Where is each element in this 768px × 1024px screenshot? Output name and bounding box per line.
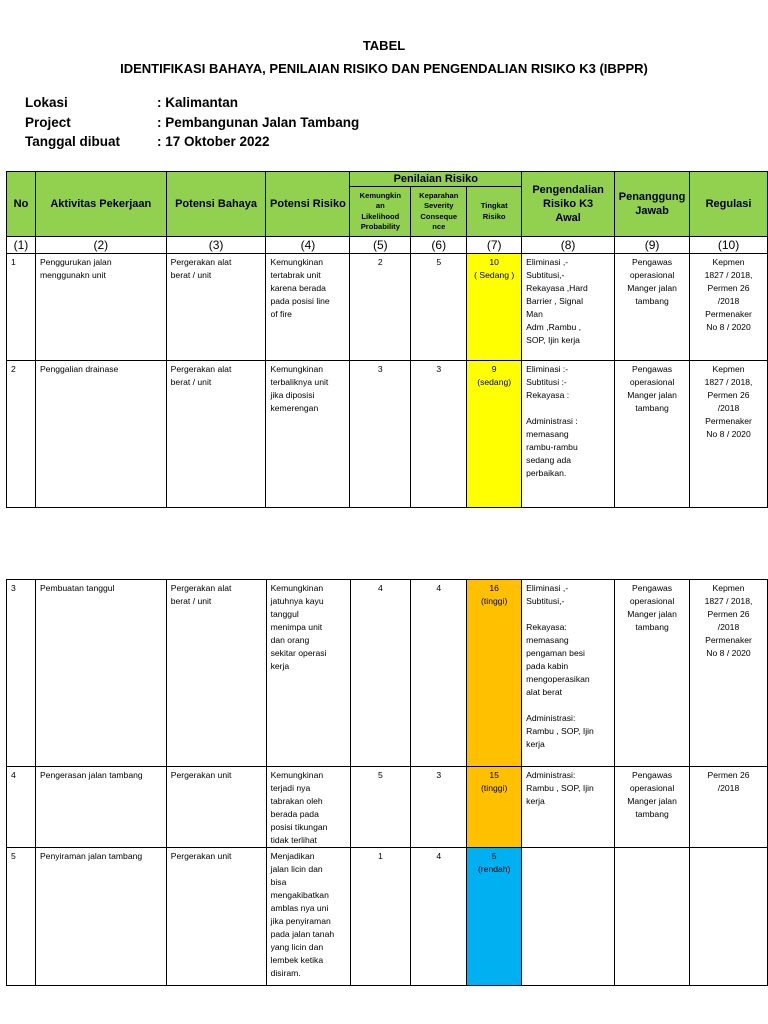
row-no: 3 [7, 580, 36, 767]
cell-line: Permen 26 [707, 609, 750, 619]
header-potensi-risiko: Potensi Risiko [266, 172, 350, 237]
lokasi-label: Lokasi [25, 95, 68, 110]
cell-line: Eliminasi ,- [526, 583, 569, 593]
cell-line: Manger jalan [627, 796, 677, 806]
cell-line: Kepmen [712, 364, 745, 374]
tingkat-risiko-cell [467, 361, 522, 508]
cell-line: menggunakn unit [39, 270, 106, 280]
cell-line: (tinggi) [481, 596, 508, 606]
cell-line: Penyiraman jalan tambang [39, 851, 143, 861]
cell-line: ( Sedang ) [474, 270, 515, 280]
cell-line: of fire [270, 309, 292, 319]
cell-line: 9 [491, 364, 497, 374]
potensi-risiko-cell [266, 361, 350, 508]
cell-line: mengakibatkan [270, 890, 329, 900]
cell-line: /2018 [717, 403, 740, 413]
header-line: Severity [423, 201, 454, 210]
cell-line: Adm ,Rambu , [526, 322, 582, 332]
cell-line: Manger jalan [627, 390, 677, 400]
cell-line: /2018 [717, 783, 740, 793]
cell-line: memasang [526, 635, 569, 645]
col-number: (7) [467, 237, 522, 254]
cell-line: jalan licin dan [270, 864, 323, 874]
cell-line: tertabrak unit [270, 270, 321, 280]
cell-line: Pengerasan jalan tambang [39, 770, 143, 780]
cell-line: Eliminasi :- [526, 364, 569, 374]
cell-line: Pergerakan unit [170, 851, 232, 861]
cell-line: operasional [629, 783, 675, 793]
header-line: Pengendalian [532, 184, 604, 196]
penanggung-jawab-cell [615, 767, 690, 848]
header-line: an [375, 201, 385, 210]
col-number: (3) [166, 237, 266, 254]
cell-line: Kemungkinan [270, 770, 324, 780]
cell-line: pada jalan tanah [270, 929, 335, 939]
severity-cell: 4 [411, 848, 467, 986]
table-row [7, 361, 768, 508]
cell-line: Permen 26 [707, 770, 750, 780]
penanggung-jawab-cell [615, 254, 690, 361]
regulasi-cell [690, 361, 768, 508]
cell-line: (tinggi) [481, 783, 508, 793]
col-number: (5) [350, 237, 411, 254]
cell-line: Rekayasa : [526, 390, 570, 400]
table-row [7, 254, 768, 361]
header-no: No [7, 172, 36, 237]
pengendalian-cell [522, 254, 615, 361]
tingkat-risiko-cell [467, 254, 522, 361]
cell-line: Pergerakan alat [170, 583, 232, 593]
cell-line: tambang [635, 809, 669, 819]
project-label: Project [25, 115, 71, 130]
column-number-row [7, 237, 768, 254]
risk-table-part-1 [6, 171, 768, 508]
cell-line: tanggul [270, 609, 299, 619]
header-aktivitas: Aktivitas Pekerjaan [35, 172, 166, 237]
header-penilaian-risiko: Penilaian Risiko [350, 172, 522, 187]
header-line: Probability [360, 222, 400, 231]
row-no: 2 [7, 361, 36, 508]
cell-line: tabrakan oleh [270, 796, 323, 806]
severity-cell: 4 [411, 580, 467, 767]
table-row [7, 580, 768, 767]
cell-line: Pengawas [631, 364, 673, 374]
aktivitas-cell [35, 848, 166, 986]
col-number: (9) [615, 237, 690, 254]
tingkat-risiko-cell [467, 848, 522, 986]
cell-line [526, 699, 614, 712]
cell-line: Administrasi: [526, 770, 576, 780]
cell-line: berat / unit [170, 596, 212, 606]
cell-line: 5 [491, 851, 497, 861]
cell-line: tambang [635, 622, 669, 632]
potensi-bahaya-cell [166, 848, 266, 986]
cell-line: berat / unit [170, 270, 212, 280]
cell-line: 1827 / 2018, [704, 596, 753, 606]
cell-line: Rekayasa ,Hard [526, 283, 588, 293]
likelihood-cell: 5 [350, 767, 411, 848]
cell-line: Penggalian drainase [39, 364, 119, 374]
cell-line: 1827 / 2018, [704, 377, 753, 387]
tingkat-risiko-cell [467, 767, 522, 848]
cell-line: 10 [489, 257, 499, 267]
cell-line: lembek ketika [270, 955, 324, 965]
cell-line: terbaliknya unit [270, 377, 329, 387]
cell-line: operasional [629, 377, 675, 387]
cell-line: Permenaker [705, 416, 752, 426]
cell-line: Kemungkinan [270, 583, 324, 593]
severity-cell: 5 [411, 254, 467, 361]
likelihood-cell: 2 [350, 254, 411, 361]
header-line: Jawab [635, 205, 669, 217]
cell-line: berada pada [270, 809, 319, 819]
aktivitas-cell [35, 361, 166, 508]
header-kemungkinan [350, 187, 411, 237]
header-penanggung-jawab [615, 172, 690, 237]
header-regulasi: Regulasi [690, 172, 768, 237]
header-line: nce [432, 222, 446, 231]
cell-line: jika penyiraman [270, 916, 331, 926]
tanggal-value: : 17 Oktober 2022 [157, 134, 270, 149]
cell-line: dan orang [270, 635, 310, 645]
cell-line: Kemungkinan [270, 257, 324, 267]
page-subtitle: IDENTIFIKASI BAHAYA, PENILAIAN RISIKO DAN PENGENDALIAN RISIKO K3 (IBPPR) [120, 61, 648, 76]
cell-line: jatuhnya kayu [270, 596, 324, 606]
regulasi-cell [690, 254, 768, 361]
cell-line: (sedang) [477, 377, 512, 387]
potensi-bahaya-cell [166, 767, 266, 848]
page-title: TABEL [362, 38, 406, 53]
cell-line: perbaikan. [526, 468, 567, 478]
cell-line: SOP, Ijin kerja [526, 335, 580, 345]
cell-line: 16 [489, 583, 499, 593]
cell-line: Man [526, 309, 543, 319]
cell-line: sedang ada [526, 455, 572, 465]
cell-line: Pergerakan alat [170, 257, 232, 267]
cell-line: mengoperasikan [526, 674, 590, 684]
cell-line: Pengawas [631, 583, 673, 593]
cell-line: tambang [635, 403, 669, 413]
cell-line: rambu-rambu [526, 442, 578, 452]
cell-line: Administrasi : [526, 416, 578, 426]
penanggung-jawab-cell [615, 848, 690, 986]
tanggal-label: Tanggal dibuat [25, 134, 120, 149]
cell-line: Subtitusi :- [526, 377, 567, 387]
cell-line: Kepmen [712, 583, 745, 593]
cell-line: Pembuatan tanggul [39, 583, 115, 593]
cell-line: Subtitusi,- [526, 596, 565, 606]
pengendalian-cell [522, 767, 615, 848]
cell-line: memasang [526, 429, 569, 439]
cell-line: /2018 [717, 296, 740, 306]
cell-line: Permen 26 [707, 283, 750, 293]
header-line: Conseque [420, 211, 458, 221]
col-number: (1) [7, 237, 36, 254]
header-line: Kemungkin [359, 190, 401, 200]
header-keparahan [411, 187, 467, 237]
potensi-risiko-cell [266, 580, 350, 767]
cell-line: Subtitusi,- [526, 270, 565, 280]
potensi-risiko-cell [266, 848, 350, 986]
cell-line: sekitar operasi [270, 648, 327, 658]
cell-line: Administrasi: [526, 713, 576, 723]
col-number: (10) [690, 237, 768, 254]
pengendalian-cell [522, 580, 615, 767]
pengendalian-cell [522, 361, 615, 508]
cell-line: Pengawas [631, 257, 673, 267]
likelihood-cell: 1 [350, 848, 411, 986]
potensi-risiko-cell [266, 254, 350, 361]
cell-line: pengaman besi [526, 648, 585, 658]
cell-line: kerja [270, 661, 290, 671]
cell-line: Rambu , SOP, Ijin [526, 726, 594, 736]
cell-line: disiram. [270, 968, 301, 978]
col-number: (8) [522, 237, 615, 254]
cell-line: kerja [526, 796, 545, 806]
risk-table-part-2 [6, 579, 768, 986]
aktivitas-cell [35, 767, 166, 848]
potensi-bahaya-cell [166, 254, 266, 361]
header-tingkat-risiko [467, 187, 522, 237]
cell-line: alat berat [526, 687, 562, 697]
cell-line: Kemungkinan [270, 364, 324, 374]
likelihood-cell: 4 [350, 580, 411, 767]
col-number: (4) [266, 237, 350, 254]
header-line: Penanggung [618, 191, 686, 203]
row-no: 1 [7, 254, 36, 361]
cell-line: tidak terlihat [270, 835, 317, 845]
cell-line: Manger jalan [627, 609, 677, 619]
table-row [7, 767, 768, 848]
cell-line: Permen 26 [707, 390, 750, 400]
header-line: Awal [555, 212, 581, 224]
cell-line: menimpa unit [270, 622, 323, 632]
cell-line: karena berada [270, 283, 326, 293]
header-line: Risiko [482, 211, 506, 221]
cell-line: bisa [270, 877, 287, 887]
cell-line: operasional [629, 596, 675, 606]
cell-line: amblas nya uni [270, 903, 329, 913]
regulasi-cell [690, 580, 768, 767]
cell-line: No 8 / 2020 [706, 648, 751, 658]
cell-line: tambang [635, 296, 669, 306]
col-number: (2) [35, 237, 166, 254]
cell-line: terjadi nya [270, 783, 311, 793]
cell-line: /2018 [717, 622, 740, 632]
header-line: Keparahan [419, 190, 459, 200]
header-line: Risiko K3 [543, 198, 594, 210]
cell-line: Rekayasa: [526, 622, 567, 632]
penanggung-jawab-cell [615, 580, 690, 767]
cell-line: Pergerakan unit [170, 770, 232, 780]
cell-line: 1827 / 2018, [704, 270, 753, 280]
cell-line: Eliminasi ,- [526, 257, 569, 267]
cell-line: jika diposisi [270, 390, 315, 400]
cell-line: Menjadikan [270, 851, 315, 861]
project-value: : Pembangunan Jalan Tambang [157, 115, 360, 130]
cell-line: Pergerakan alat [170, 364, 232, 374]
cell-line: kemerengan [270, 403, 319, 413]
lokasi-value: : Kalimantan [157, 95, 239, 110]
row-no: 5 [7, 848, 36, 986]
aktivitas-cell [35, 254, 166, 361]
cell-line: No 8 / 2020 [706, 429, 751, 439]
cell-line: berat / unit [170, 377, 212, 387]
cell-line: No 8 / 2020 [706, 322, 751, 332]
col-number: (6) [411, 237, 467, 254]
cell-line: Kepmen [712, 257, 745, 267]
tingkat-risiko-cell [467, 580, 522, 767]
cell-line: operasional [629, 270, 675, 280]
regulasi-cell [690, 767, 768, 848]
cell-line: kerja [526, 739, 545, 749]
cell-line: Barrier , Signal [526, 296, 583, 306]
header-line: Likelihood [361, 211, 400, 221]
header-line: Tingkat [480, 201, 508, 210]
potensi-bahaya-cell [166, 580, 266, 767]
cell-line: Permenaker [705, 635, 752, 645]
severity-cell: 3 [411, 767, 467, 848]
regulasi-cell [690, 848, 768, 986]
pengendalian-cell [522, 848, 615, 986]
potensi-bahaya-cell [166, 361, 266, 508]
likelihood-cell: 3 [350, 361, 411, 508]
potensi-risiko-cell [266, 767, 350, 848]
cell-line: pada kabin [526, 661, 569, 671]
cell-line: Manger jalan [627, 283, 677, 293]
cell-line: Penggurukan jalan [39, 257, 112, 267]
header-potensi-bahaya: Potensi Bahaya [166, 172, 266, 237]
row-no: 4 [7, 767, 36, 848]
cell-line: Permenaker [705, 309, 752, 319]
cell-line [526, 402, 614, 415]
cell-line: yang licin dan [270, 942, 324, 952]
cell-line: Rambu , SOP, Ijin [526, 783, 594, 793]
severity-cell: 3 [411, 361, 467, 508]
aktivitas-cell [35, 580, 166, 767]
penanggung-jawab-cell [615, 361, 690, 508]
cell-line: 15 [489, 770, 499, 780]
cell-line: posisi tikungan [270, 822, 328, 832]
cell-line: pada posisi line [270, 296, 330, 306]
table-row [7, 848, 768, 986]
cell-line [526, 608, 614, 621]
cell-line: (rendah) [477, 864, 511, 874]
header-pengendalian [522, 172, 615, 237]
cell-line: Pengawas [631, 770, 673, 780]
